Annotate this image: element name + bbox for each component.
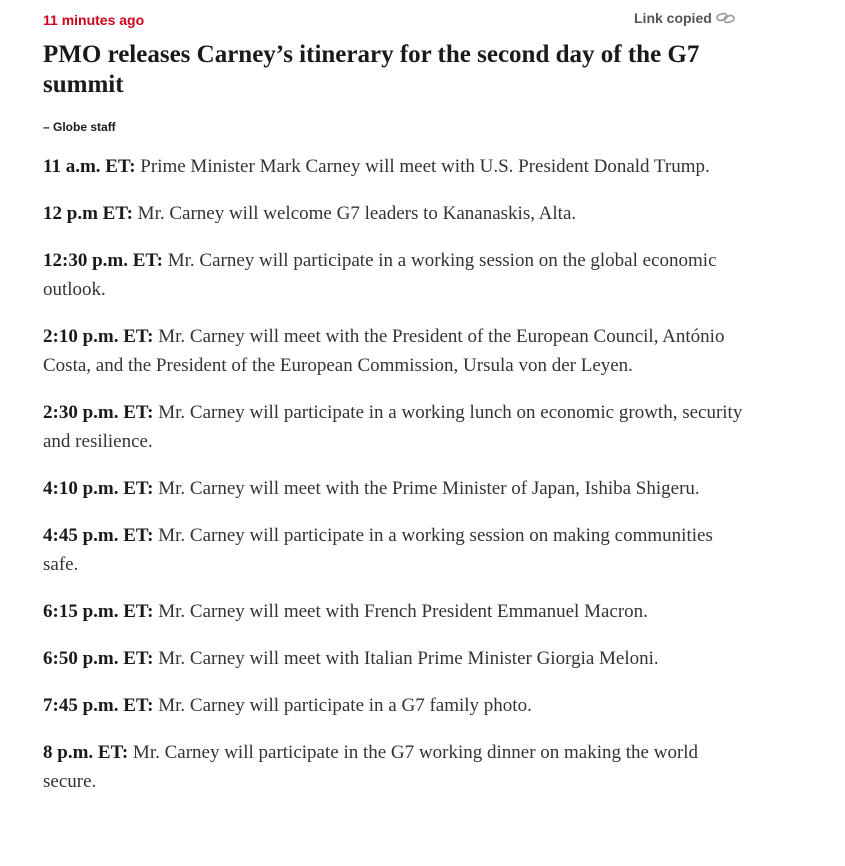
- itinerary-description: Mr. Carney will welcome G7 leaders to Kananaskis, Alta.: [137, 203, 577, 224]
- itinerary-item: [43, 597, 743, 626]
- itinerary-description: Mr. Carney will participate in the G7 working dinner on making the world secure.: [43, 742, 699, 792]
- itinerary-time: 4:45 p.m. ET:: [43, 525, 154, 546]
- itinerary-item: [43, 398, 743, 456]
- itinerary-time: 12:30 p.m. ET:: [43, 250, 163, 271]
- itinerary-time: 4:10 p.m. ET:: [43, 478, 154, 499]
- itinerary-time: 6:50 p.m. ET:: [43, 648, 154, 669]
- live-update-post: [43, 0, 743, 814]
- itinerary-time: 11 a.m. ET:: [43, 156, 136, 177]
- itinerary-time: 8 p.m. ET:: [43, 742, 129, 763]
- itinerary-item: [43, 199, 743, 228]
- itinerary-description: Mr. Carney will participate in a working session on the global economic outlook.: [43, 250, 717, 300]
- itinerary-time: 12 p.m ET:: [43, 203, 133, 224]
- itinerary-description: Mr. Carney will participate in a G7 family photo.: [158, 695, 532, 716]
- itinerary-time: 6:15 p.m. ET:: [43, 601, 154, 622]
- link-icon: [716, 11, 736, 25]
- itinerary-item: [43, 691, 743, 720]
- itinerary-description: Mr. Carney will meet with French President Emmanuel Macron.: [158, 601, 648, 622]
- itinerary-description: Mr. Carney will participate in a working session on making communities safe.: [43, 525, 713, 575]
- itinerary-time: 2:30 p.m. ET:: [43, 402, 154, 423]
- itinerary-item: [43, 474, 743, 503]
- itinerary-item: [43, 152, 743, 181]
- itinerary-time: 2:10 p.m. ET:: [43, 326, 154, 347]
- post-timestamp: 11 minutes ago: [43, 12, 145, 28]
- itinerary-item: [43, 322, 743, 380]
- itinerary-item: [43, 738, 743, 796]
- itinerary-item: [43, 644, 743, 673]
- link-copied-label: Link copied: [634, 10, 712, 26]
- itinerary-item: [43, 246, 743, 304]
- itinerary-description: Mr. Carney will meet with the President of the European Council, António Costa, and the President of the European Commission, Ursula von der Leyen.: [43, 326, 725, 376]
- itinerary-item: [43, 521, 743, 579]
- post-byline: – Globe staff: [43, 120, 116, 134]
- itinerary-time: 7:45 p.m. ET:: [43, 695, 154, 716]
- itinerary-description: Prime Minister Mark Carney will meet with U.S. President Donald Trump.: [140, 156, 710, 177]
- itinerary-description: Mr. Carney will meet with the Prime Minister of Japan, Ishiba Shigeru.: [158, 478, 700, 499]
- itinerary-list: [43, 152, 743, 796]
- post-meta: [43, 0, 743, 40]
- post-headline: PMO releases Carney’s itinerary for the second day of the G7 summit: [43, 41, 700, 98]
- itinerary-description: Mr. Carney will meet with Italian Prime Minister Giorgia Meloni.: [158, 648, 659, 669]
- itinerary-description: Mr. Carney will participate in a working lunch on economic growth, security and resilience.: [43, 402, 743, 452]
- copy-link-button[interactable]: [634, 10, 736, 26]
